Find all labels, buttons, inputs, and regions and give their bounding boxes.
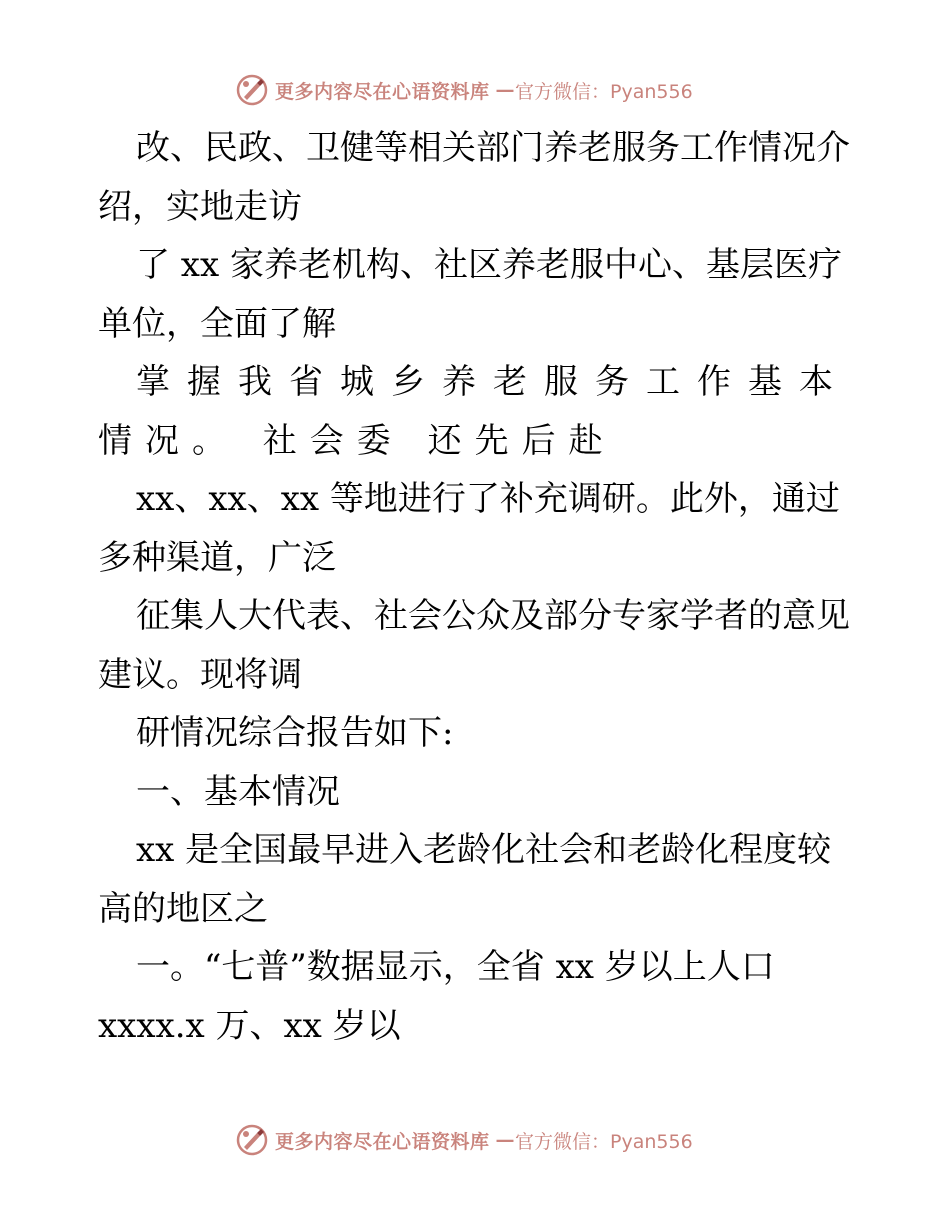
section-heading: 一、基本情况 — [136, 771, 340, 812]
text-line: 了 xx 家养老机构、社区养老服中心、基层医疗 — [136, 245, 842, 285]
watermark-wechat-text: 官方微信：Pyan556 — [515, 80, 693, 103]
text-line: 建议。现将调 — [98, 654, 302, 695]
watermark-brand-text: 更多内容尽在心语资料库 — [275, 1130, 490, 1153]
text-line: 一。“七普”数据显示，全省 xx 岁以上人口 — [136, 947, 775, 987]
text-line: 多种渠道，广泛 — [98, 537, 336, 578]
watermark-brand-text: 更多内容尽在心语资料库 — [275, 80, 490, 103]
text-line: 征集人大代表、社会公众及部分专家学者的意见 — [136, 596, 850, 636]
document-body — [98, 119, 858, 1055]
watermark-separator: — — [495, 79, 516, 101]
text-line: 绍，实地走访 — [98, 186, 302, 227]
watermark-separator: — — [495, 1129, 516, 1151]
text-line: 单位，全面了解 — [98, 303, 336, 344]
text-line: xx 是全国最早进入老龄化社会和老龄化程度较 — [136, 830, 832, 870]
pen-seal-logo-icon — [235, 1123, 269, 1157]
text-line: 情况。 社会委 还先后赴 — [98, 420, 616, 461]
footer-watermark — [235, 1122, 693, 1158]
text-line: xx、xx、xx 等地进行了补充调研。此外，通过 — [136, 479, 840, 519]
watermark-wechat-text: 官方微信：Pyan556 — [515, 1130, 693, 1153]
header-watermark — [235, 72, 693, 108]
text-line: 改、民政、卫健等相关部门养老服务工作情况介 — [136, 128, 850, 168]
text-line: 掌握我省城乡养老服务工作基本 — [136, 362, 850, 402]
pen-seal-logo-icon — [235, 73, 269, 107]
text-line: xxxx.x 万、xx 岁以 — [98, 1005, 401, 1046]
text-line: 研情况综合报告如下: — [136, 713, 454, 753]
text-line: 高的地区之 — [98, 888, 268, 929]
